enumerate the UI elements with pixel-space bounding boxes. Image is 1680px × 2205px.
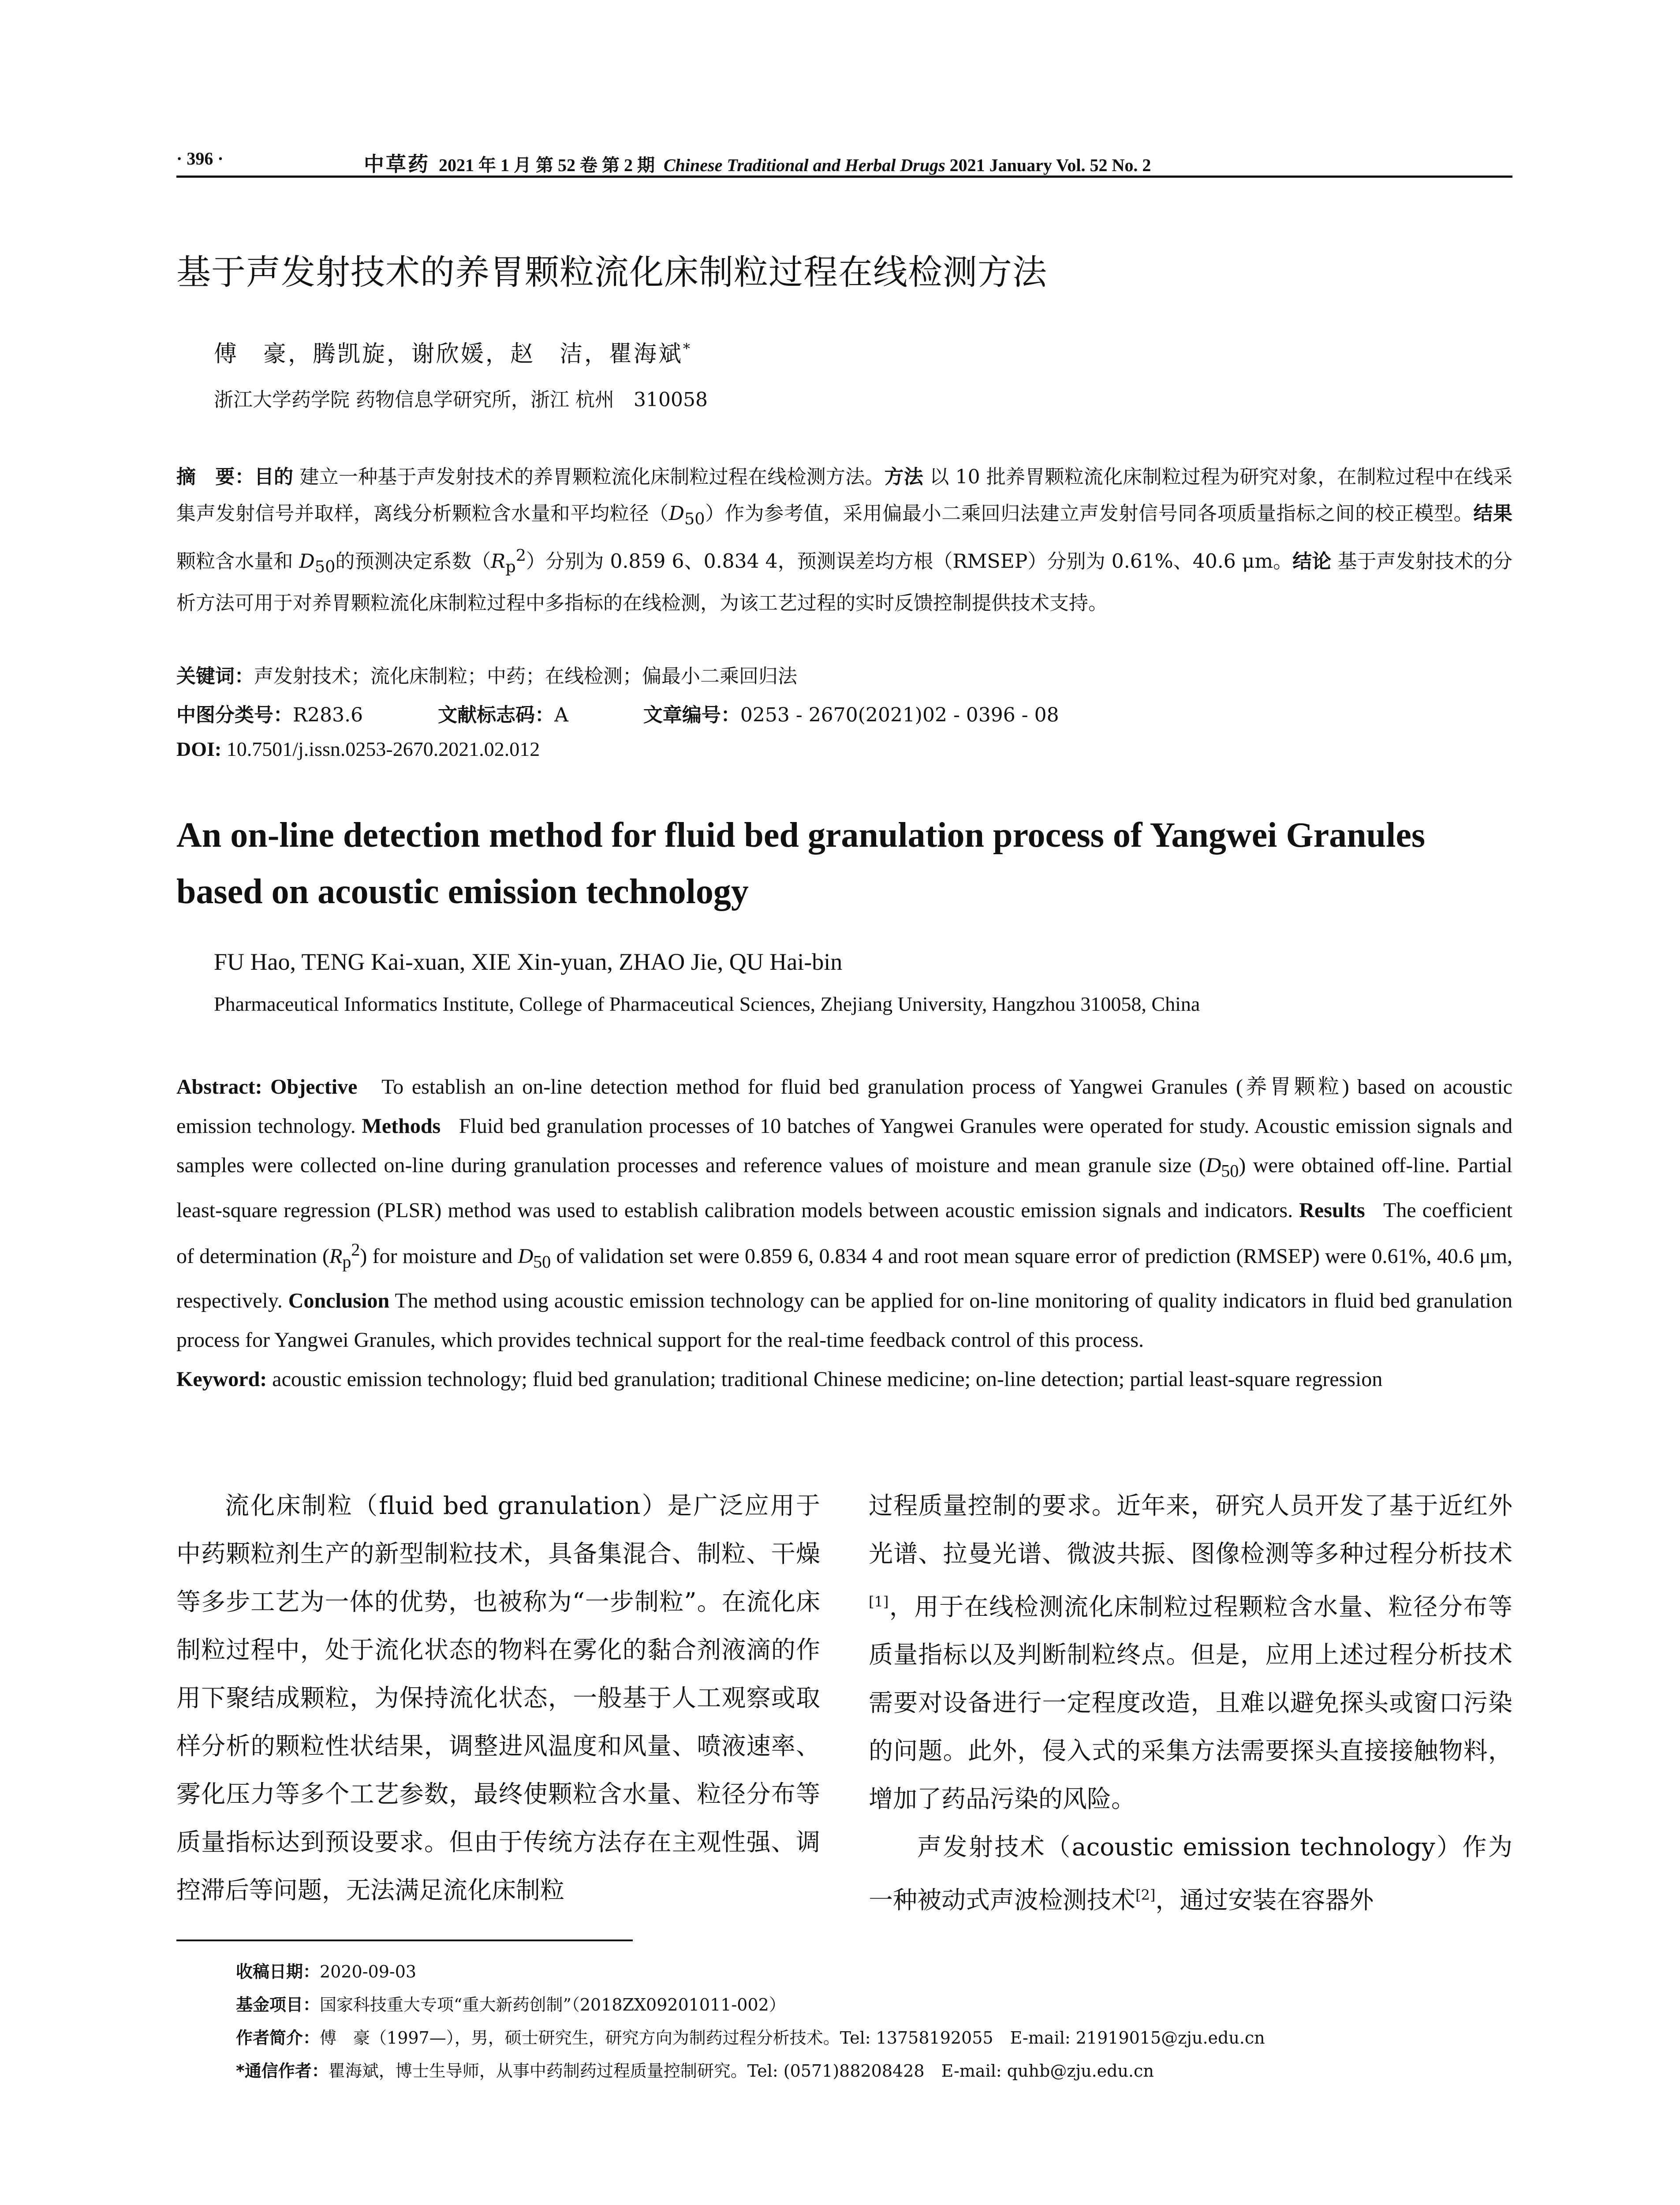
results-en-a: The coefficient of determination (: [176, 1198, 1513, 1268]
doi: [176, 737, 540, 761]
body-text: 声发射技术（acoustic emission technology）作为一种被动式声波检测技术: [869, 1833, 1512, 1914]
methods-cn-sub: 50: [684, 509, 705, 528]
title-cn: 基于声发射技术的养胃颗粒流化床制粒过程在线检测方法: [176, 253, 1048, 292]
doi-label: DOI:: [176, 738, 222, 760]
doc-code-label: 文献标志码：: [438, 704, 555, 726]
body-text: ，用于在线检测流化床制粒过程颗粒含水量、粒径分布等质量指标以及判断制粒终点。但是，应用上述过程分析技术需要对设备进行一定程度改造，且难以避免探头或窗口污染的问题。此外，侵入式的采集方法需要探头直接接触物料，增加了药品污染的风险。: [869, 1592, 1512, 1813]
corresponding-label: *通信作者：: [236, 2061, 329, 2081]
results-cn-c: ）分别为 0.859 6、0.834 4，预测误差均方根（RMSEP）分别为 0.61%、40.6 μm。: [526, 550, 1293, 573]
conclusion-en-label: Conclusion: [288, 1289, 390, 1313]
results-cn-sub: 50: [314, 557, 336, 576]
conclusion-cn-label: 结论: [1292, 550, 1332, 573]
results-cn-label: 结果: [1473, 502, 1513, 525]
footnote-rule: [176, 1940, 633, 1941]
page-number: · 396 ·: [176, 149, 224, 168]
conclusion-en: The method using acoustic emission technology can be applied for on-line monitoring of quality indicators in fluid bed granulation process for Yangwei Granules, which provides technical support for the real-time feedback control of this process.: [176, 1289, 1513, 1352]
results-en-d: D: [518, 1244, 534, 1268]
body-text: ，通过安装在容器外: [1155, 1886, 1374, 1914]
abstract-cn-label: 摘 要：: [176, 466, 254, 488]
results-en-label: Results: [1299, 1198, 1365, 1222]
methods-en-label: Methods: [362, 1114, 441, 1138]
methods-cn-b: ）作为参考值，采用偏最小二乘回归法建立声发射信号同各项质量指标之间的校正模型。: [705, 502, 1474, 525]
running-header: [176, 146, 1512, 176]
body-text: 过程质量控制的要求。近年来，研究人员开发了基于近红外光谱、拉曼光谱、微波共振、图像检测等多种过程分析技术: [869, 1491, 1512, 1568]
doi-value: 10.7501/j.issn.0253-2670.2021.02.012: [226, 738, 540, 760]
results-cn-rsup: 2: [515, 546, 526, 565]
results-cn-d: D: [299, 550, 315, 573]
affiliation-en: Pharmaceutical Informatics Institute, College of Pharmaceutical Sciences, Zhejiang University, Hangzhou 310058, China: [214, 993, 1200, 1015]
article-no-value: 0253 - 2670(2021)02 - 0396 - 08: [740, 704, 1059, 726]
affiliation-cn: 浙江大学药学院 药物信息学研究所，浙江 杭州 310058: [214, 389, 708, 411]
results-en-rsup: 2: [351, 1239, 360, 1259]
fund-label: 基金项目：: [236, 1995, 320, 2014]
keywords-cn-value: 声发射技术；流化床制粒；中药；在线检测；偏最小二乘回归法: [254, 665, 797, 688]
keywords-cn: [176, 660, 797, 688]
conclusion-cn: 基于声发射技术的分析方法可用于对养胃颗粒流化床制粒过程中多指标的在线检测，为该工艺过程的实时反馈控制提供技术支持。: [176, 550, 1513, 615]
results-en-c: of validation set were 0.859 6, 0.834 4 and root mean square error of prediction (RMSEP) were 0.61%, 40.6 μm, respectively.: [176, 1244, 1513, 1313]
objective-cn-label: 目的: [254, 466, 294, 488]
methods-cn-d: D: [668, 502, 684, 525]
classification: [176, 699, 1059, 727]
methods-en-a: Fluid bed granulation processes of 10 batches of Yangwei Granules were operated for study. Acoustic emission signals and samples were collected on-line during granulation processes and reference values of moisture and mean granule size (: [176, 1114, 1513, 1177]
footnote-received: [236, 1958, 416, 1982]
keywords-en-label: Keyword:: [176, 1368, 267, 1391]
authors-cn: [214, 335, 692, 368]
journal-name-cn: 中草药: [364, 153, 430, 176]
footnote-fund: [236, 1991, 786, 2015]
methods-en-b: ) were obtained off-line. Partial least-square regression (PLSR) method was used to establish calibration models between acoustic emission signals and indicators.: [176, 1154, 1512, 1222]
abstract-en-label: Abstract: Objective: [176, 1075, 358, 1099]
results-cn-r: R: [491, 550, 506, 573]
clc-label: 中图分类号：: [176, 704, 293, 726]
article-no-label: 文章编号：: [643, 704, 740, 726]
body-paragraph: [869, 1482, 1512, 1823]
clc-value: R283.6: [293, 704, 363, 726]
results-cn-a: 颗粒含水量和: [176, 550, 293, 573]
abstract-en: [176, 1067, 1512, 1399]
abstract-cn: [176, 459, 1512, 621]
journal-name-en: Chinese Traditional and Herbal Drugs: [664, 155, 945, 175]
issue-cn: 2021 年 1 月 第 52 卷 第 2 期: [439, 155, 655, 175]
author-label: 作者简介：: [236, 2028, 320, 2048]
methods-cn-a: 以 10 批养胃颗粒流化床制粒过程为研究对象，在制粒过程中在线采集声发射信号并取样，离线分析颗粒含水量和平均粒径（: [176, 466, 1513, 525]
objective-cn: 建立一种基于声发射技术的养胃颗粒流化床制粒过程在线检测方法。: [299, 466, 885, 488]
header-rule: [176, 176, 1512, 178]
keywords-en-value: acoustic emission technology; fluid bed granulation; traditional Chinese medicine; on-line detection; partial least-square regression: [272, 1368, 1383, 1391]
methods-en-sub: 50: [1221, 1161, 1239, 1181]
received-value: 2020-09-03: [320, 1962, 417, 1981]
title-en: An on-line detection method for fluid bed granulation process of Yangwei Granules based on acoustic emission technology: [176, 816, 1425, 911]
results-en-b: ) for moisture and: [360, 1244, 513, 1268]
authors-en: FU Hao, TENG Kai-xuan, XIE Xin-yuan, ZHAO Jie, QU Hai-bin: [214, 949, 843, 975]
body-column-left: [176, 1482, 820, 1914]
authors-cn-names: 傅 豪，腾凯旋，谢欣媛，赵 洁，瞿海斌: [214, 341, 683, 367]
methods-cn-label: 方法: [884, 466, 923, 488]
footnote-corresponding: [236, 2057, 1154, 2082]
received-label: 收稿日期：: [236, 1962, 320, 1981]
objective-en: To establish an on-line detection method for fluid bed granulation process of Yangwei Granules (养胃颗粒) based on acoustic emission technology.: [176, 1075, 1512, 1138]
author-value: 傅 豪（1997—），男，硕士研究生，研究方向为制药过程分析技术。Tel: 13758192055 E-mail: 21919015@zju.edu.cn: [320, 2028, 1265, 2048]
results-en-r: R: [329, 1244, 343, 1268]
body-paragraph: 流化床制粒（fluid bed granulation）是广泛应用于中药颗粒剂生产的新型制粒技术，具备集混合、制粒、干燥等多步工艺为一体的优势，也被称为“一步制粒”。在流化床制粒过程中，处于流化状态的物料在雾化的黏合剂液滴的作用下聚结成颗粒，为保持流化状态，一般基于人工观察或取样分析的颗粒性状结果，调整进风温度和风量、喷液速率、雾化压力等多个工艺参数，最终使颗粒含水量、粒径分布等质量指标达到预设要求。但由于传统方法存在主观性强、调控滞后等问题，无法满足流化床制粒: [176, 1491, 820, 1904]
corresponding-value: 瞿海斌，博士生导师，从事中药制药过程质量控制研究。Tel: (0571)88208428 E-mail: quhb@zju.edu.cn: [328, 2061, 1154, 2081]
citation-ref: [1]: [869, 1593, 889, 1610]
results-en-sub: 50: [533, 1252, 551, 1272]
citation-ref: [2]: [1135, 1887, 1156, 1904]
issue-en: 2021 January Vol. 52 No. 2: [949, 155, 1151, 175]
doc-code-value: A: [554, 704, 568, 726]
results-en-rsub: p: [342, 1252, 351, 1272]
journal-info: [364, 148, 1151, 177]
keywords-cn-label: 关键词：: [176, 665, 254, 688]
body-paragraph: [869, 1823, 1512, 1924]
methods-en-d: D: [1206, 1154, 1221, 1177]
results-cn-b: 的预测决定系数（: [335, 550, 491, 573]
body-column-right: [869, 1482, 1512, 1925]
fund-value: 国家科技重大专项“重大新药创制”（2018ZX09201011-002）: [320, 1995, 786, 2014]
footnote-author: [236, 2024, 1265, 2048]
results-cn-rsub: p: [505, 557, 516, 576]
corresponding-mark: *: [683, 340, 692, 357]
